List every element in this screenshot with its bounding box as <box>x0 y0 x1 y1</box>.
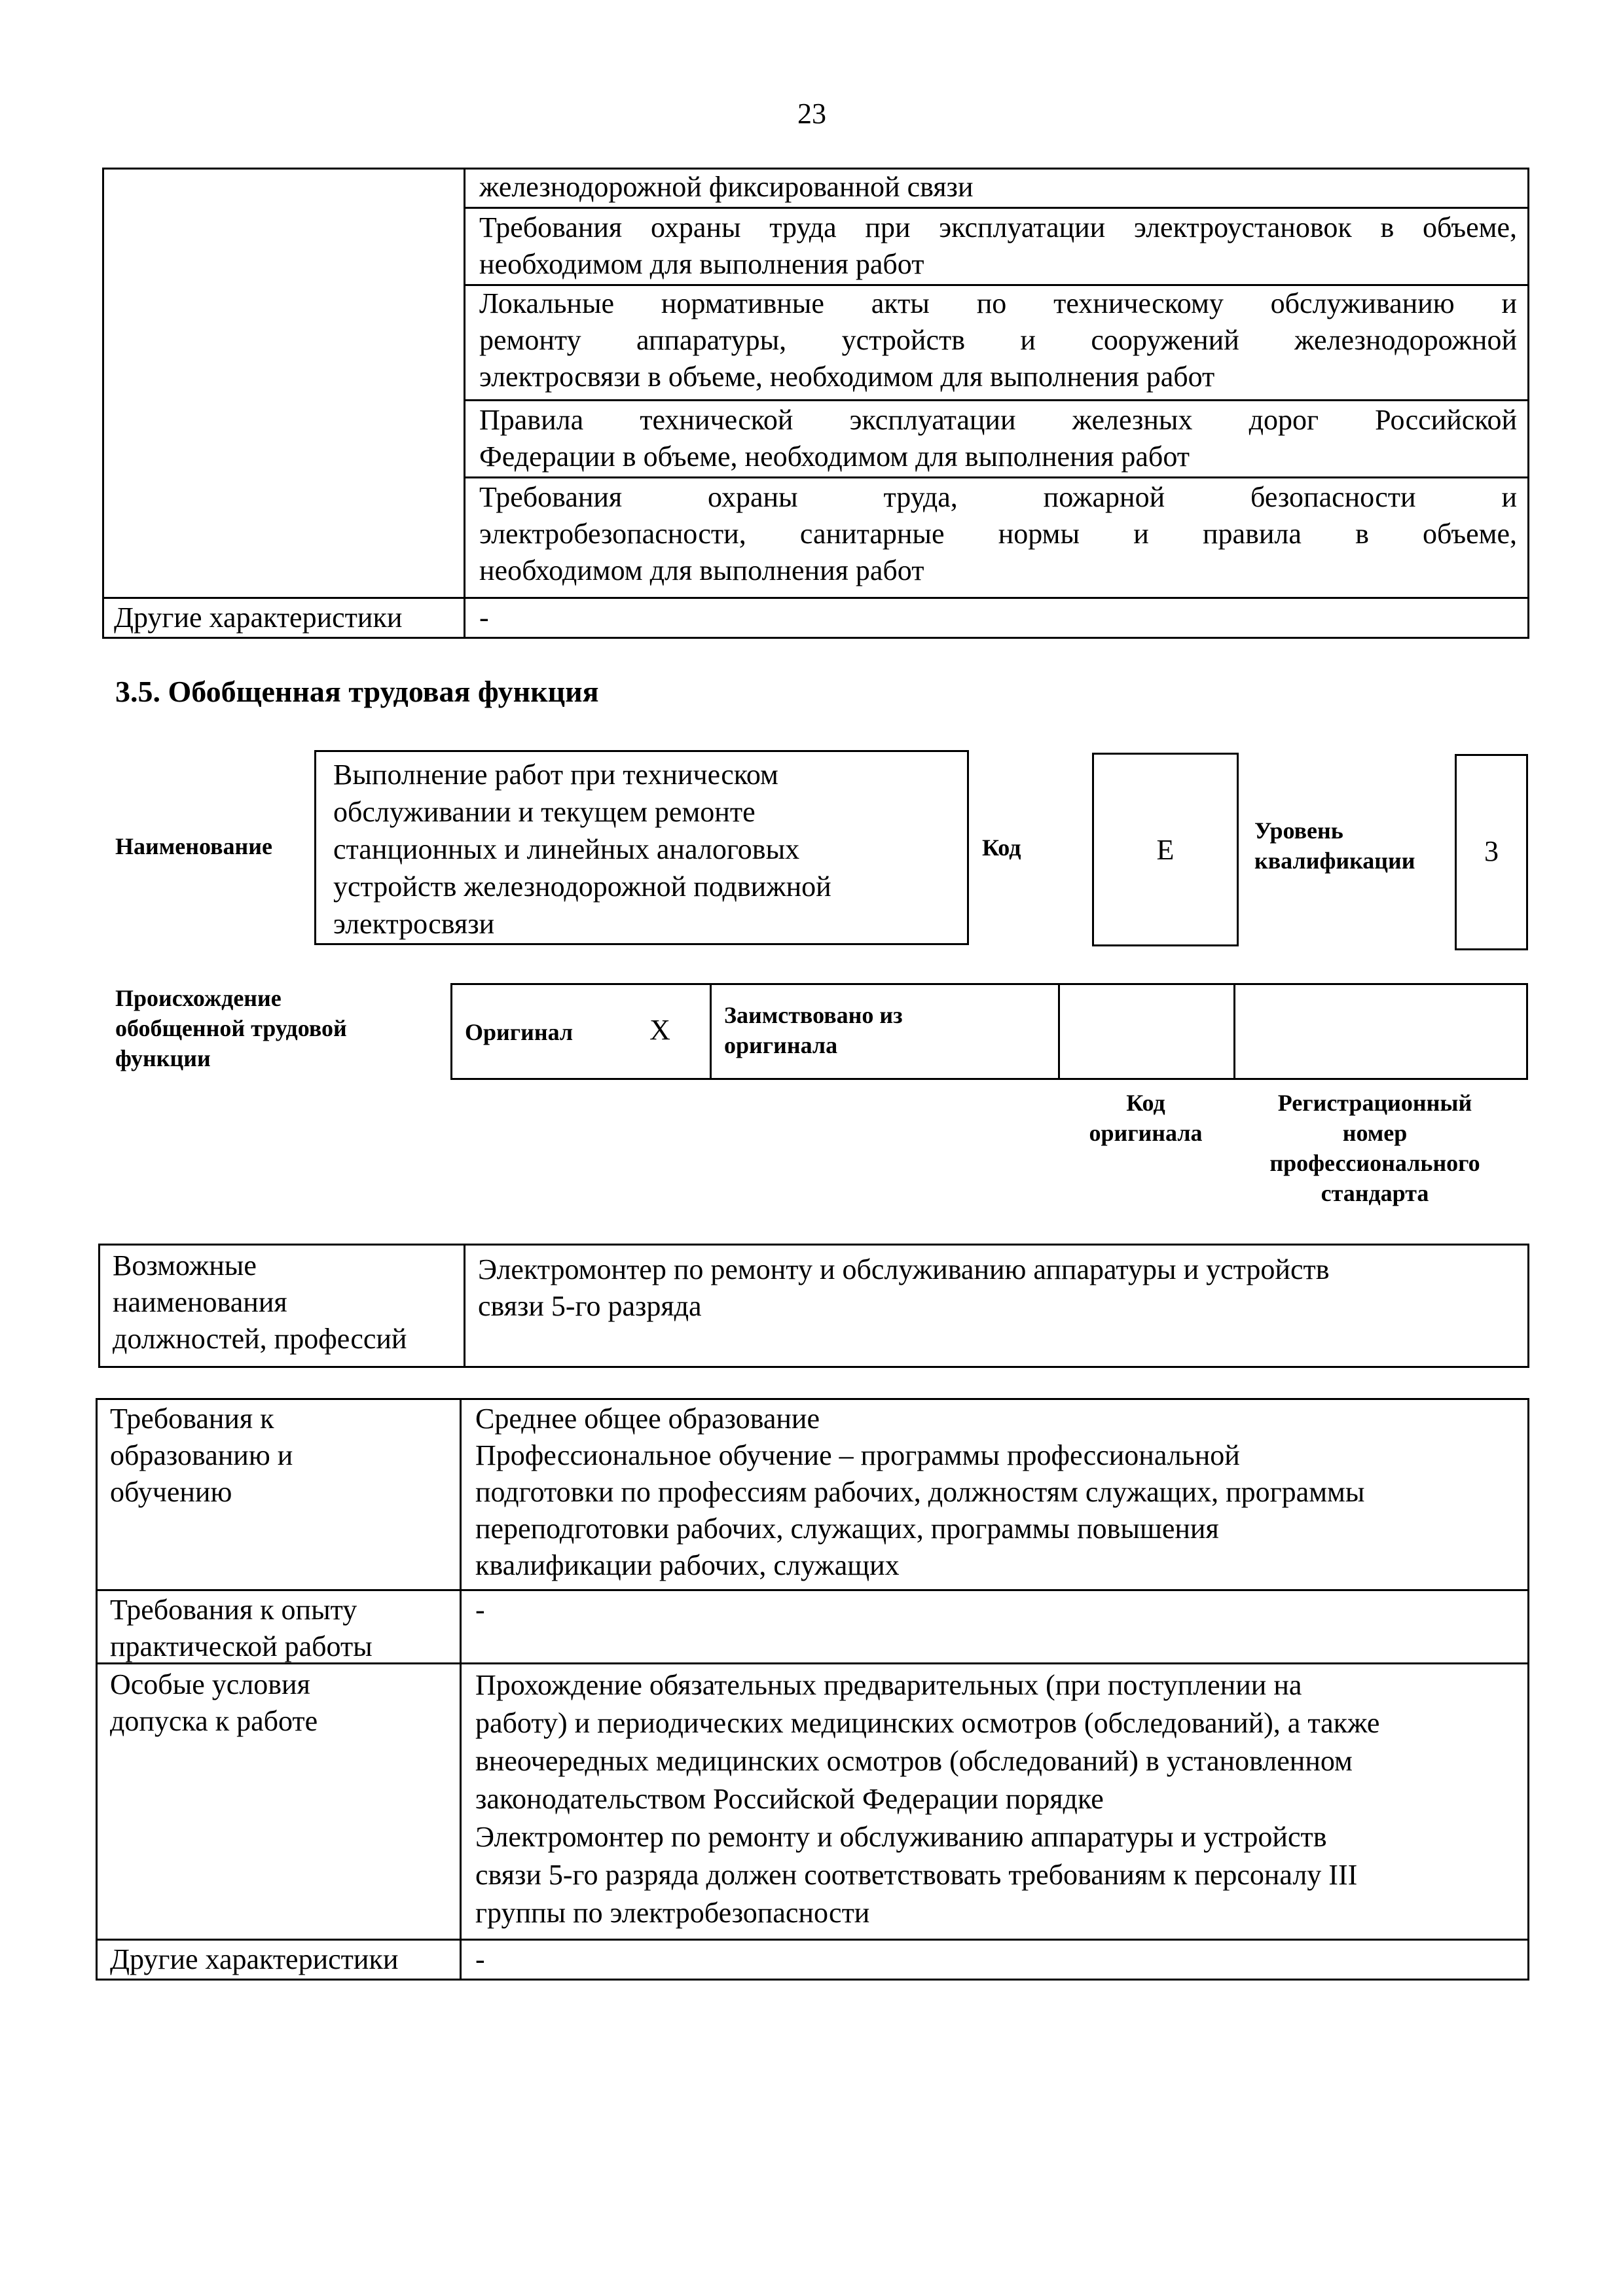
gtf-name-line: обслуживании и текущем ремонте <box>333 796 756 828</box>
level-label-line: квалификации <box>1254 848 1415 874</box>
origin-label-line: обобщенной трудовой <box>115 1015 347 1041</box>
caption-line: оригинала <box>1089 1120 1203 1146</box>
gtf-name-line: устройств железнодорожной подвижной <box>333 870 831 903</box>
origin-label-line: функции <box>115 1045 211 1071</box>
cell-text: наименования <box>113 1286 287 1318</box>
positions-value <box>478 1251 1519 1325</box>
row-label <box>110 1401 457 1511</box>
cell-text: группы по электробезопасности <box>475 1897 870 1929</box>
cell-text: обучению <box>110 1476 232 1508</box>
cell-text: связи 5-го разряда <box>478 1290 702 1322</box>
borrowed-label <box>724 1000 1051 1060</box>
cell-text: законодательством Российской Федерации порядке <box>475 1783 1104 1815</box>
cell-text: Правила технической эксплуатации железных дорог Российской <box>479 404 1517 436</box>
row-label <box>110 1592 457 1665</box>
cell-text: железнодорожной фиксированной связи <box>479 171 974 203</box>
requirements-table-top <box>102 168 1529 639</box>
borrowed-label-line: Заимствовано из <box>724 1002 903 1028</box>
cell-text: - <box>475 1594 485 1626</box>
cell-text: электросвязи в объеме, необходимом для выполнения работ <box>479 361 1215 393</box>
table-row <box>479 285 1517 395</box>
gtf-name-line: Выполнение работ при техническом <box>333 759 778 791</box>
cell-text: ремонту аппаратуры, устройств и сооружений железнодорожной <box>479 324 1517 356</box>
cell-text: Прохождение обязательных предварительных (при поступлении на <box>475 1669 1302 1701</box>
name-label: Наименование <box>115 833 272 859</box>
original-mark: X <box>649 1014 670 1046</box>
cell-text: должностей, профессий <box>113 1323 407 1355</box>
original-label: Оригинал <box>465 1019 574 1045</box>
origin-label-line: Происхождение <box>115 985 282 1011</box>
row-value <box>475 1941 737 1978</box>
section-heading: 3.5. Обобщенная трудовая функция <box>115 675 599 708</box>
cell-text: практической работы <box>110 1630 373 1662</box>
level-box <box>1455 754 1528 950</box>
code-label: Код <box>982 834 1021 861</box>
table-row <box>479 169 1517 206</box>
cell-text: Среднее общее образование <box>475 1403 820 1435</box>
row-value <box>475 1592 737 1628</box>
positions-table <box>98 1244 1529 1368</box>
row-value: - <box>479 601 489 634</box>
row-label <box>110 1666 457 1740</box>
cell-text: необходимом для выполнения работ <box>479 554 924 586</box>
code-original-caption <box>1048 1088 1244 1148</box>
row-value <box>475 1401 1523 1584</box>
cell-text: Требования охраны труда, пожарной безопасности и <box>479 481 1517 513</box>
page-number: 23 <box>797 98 826 130</box>
code-value: E <box>1156 834 1175 866</box>
cell-text: допуска к работе <box>110 1705 318 1737</box>
table-row <box>479 479 1517 589</box>
requirements-table-bottom <box>96 1398 1529 1981</box>
table-row <box>479 209 1517 283</box>
cell-text: Электромонтер по ремонту и обслуживанию аппаратуры и устройств <box>478 1253 1330 1285</box>
cell-text: образованию и <box>110 1439 293 1471</box>
gtf-name-line: электросвязи <box>333 908 495 940</box>
gtf-name-box <box>314 750 969 945</box>
caption-line: Регистрационный <box>1277 1090 1472 1116</box>
cell-text: Профессиональное обучение – программы профессиональной <box>475 1439 1240 1471</box>
row-value <box>475 1666 1523 1932</box>
cell-text: связи 5-го разряда должен соответствовать требованиям к персоналу III <box>475 1859 1358 1891</box>
cell-text: подготовки по профессиям рабочих, должностям служащих, программы <box>475 1476 1365 1508</box>
cell-text: переподготовки рабочих, служащих, программы повышения <box>475 1513 1219 1545</box>
cell-text: квалификации рабочих, служащих <box>475 1549 900 1581</box>
cell-text: - <box>475 1943 485 1975</box>
cell-text: Электромонтер по ремонту и обслуживанию аппаратуры и устройств <box>475 1821 1327 1853</box>
caption-line: Код <box>1126 1090 1165 1116</box>
row-label <box>110 1941 457 1978</box>
cell-text: Требования охраны труда при эксплуатации электроустановок в объеме, <box>479 211 1517 243</box>
cell-text: Особые условия <box>110 1668 310 1700</box>
code-box <box>1092 753 1239 946</box>
origin-table <box>450 983 1528 1080</box>
cell-text: работу) и периодических медицинских осмотров (обследований), а также <box>475 1707 1380 1739</box>
caption-line: профессионального <box>1269 1150 1480 1176</box>
positions-label <box>113 1247 460 1357</box>
level-value: 3 <box>1484 835 1499 867</box>
cell-text: внеочередных медицинских осмотров (обследований) в установленном <box>475 1745 1353 1777</box>
caption-line: стандарта <box>1321 1180 1429 1206</box>
level-label-line: Уровень <box>1254 817 1343 844</box>
cell-text: Локальные нормативные акты по техническому обслуживанию и <box>479 287 1517 319</box>
origin-label <box>115 983 429 1073</box>
cell-text: Требования к <box>110 1403 274 1435</box>
cell-text: электробезопасности, санитарные нормы и правила в объеме, <box>479 518 1517 550</box>
cell-text: Федерации в объеме, необходимом для выполнения работ <box>479 440 1190 473</box>
borrowed-label-line: оригинала <box>724 1032 838 1058</box>
row-label: Другие характеристики <box>114 601 403 634</box>
cell-text: Другие характеристики <box>110 1943 399 1975</box>
reg-number-caption <box>1231 1088 1519 1208</box>
cell-text: Возможные <box>113 1249 257 1282</box>
caption-line: номер <box>1342 1120 1408 1146</box>
cell-text: необходимом для выполнения работ <box>479 248 924 280</box>
cell-text: Требования к опыту <box>110 1594 357 1626</box>
table-row <box>479 402 1517 475</box>
gtf-name-line: станционных и линейных аналоговых <box>333 833 800 865</box>
level-label <box>1254 816 1477 876</box>
